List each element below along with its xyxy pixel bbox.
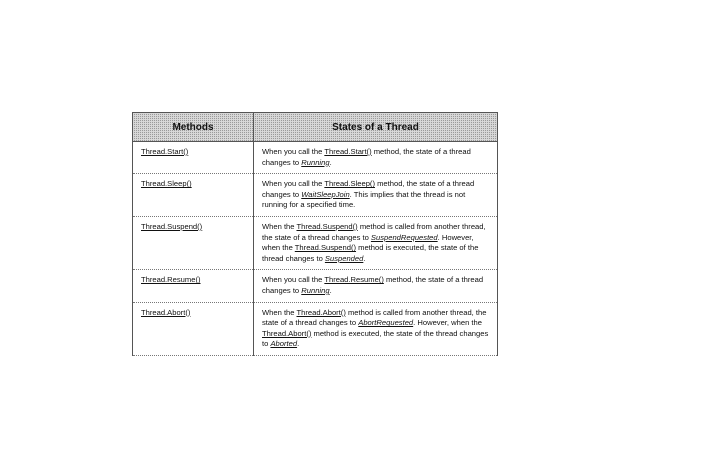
method-cell — [133, 302, 254, 355]
method-cell — [133, 216, 254, 269]
table-row — [133, 270, 498, 302]
method-cell — [133, 270, 254, 302]
description-text: . — [329, 285, 332, 295]
description-text: method is executed, the state of the thread changes to — [262, 243, 479, 263]
table-row — [133, 216, 498, 269]
description-text: . — [363, 253, 366, 263]
description-text: method, the state of a thread changes to — [262, 147, 471, 167]
description-text: . However, when the — [262, 232, 474, 253]
method-reference: Thread.Sleep() — [324, 179, 375, 189]
description-text: method is called from another thread, the state of a thread changes to — [262, 221, 486, 242]
method-reference: Thread.Abort() — [296, 307, 346, 317]
thread-states-table — [132, 112, 498, 356]
methods-column-header: Methods — [133, 113, 254, 142]
method-name: Thread.Sleep() — [141, 179, 192, 189]
method-reference: Thread.Start() — [324, 147, 372, 156]
table-row — [133, 174, 498, 217]
thread-state-term: AbortRequested — [358, 318, 414, 328]
description-text: . However, when the — [413, 318, 482, 328]
description-text: . — [297, 339, 300, 349]
method-reference: Thread.Suspend() — [296, 221, 358, 231]
method-name: Thread.Abort() — [141, 307, 191, 317]
state-description-cell — [254, 302, 498, 355]
method-reference: Thread.Abort() — [262, 328, 312, 338]
state-description-cell — [254, 174, 498, 217]
thread-states-table-container — [132, 112, 497, 356]
method-reference: Thread.Suspend() — [294, 243, 357, 253]
description-text: When the — [262, 221, 297, 231]
method-name: Thread.Resume() — [141, 275, 201, 285]
description-text: When you call the — [262, 275, 325, 285]
method-cell — [133, 174, 254, 217]
state-description-cell — [254, 216, 498, 269]
description-text: method is executed, the state of the thread changes to — [262, 328, 489, 349]
description-text: When you call the — [262, 179, 325, 189]
thread-state-term: Aborted — [270, 339, 298, 349]
thread-state-term: Running — [301, 157, 330, 167]
thread-state-term: WaitSleepJoin — [301, 189, 350, 199]
state-description-cell — [254, 270, 498, 302]
table-row — [133, 302, 498, 355]
states-column-header: States of a Thread — [254, 113, 498, 142]
thread-state-term: SuspendRequested — [370, 232, 438, 242]
description-text: When you call the — [262, 147, 325, 156]
method-name: Thread.Start() — [141, 147, 189, 156]
table-body — [133, 142, 498, 356]
method-name: Thread.Suspend() — [141, 221, 203, 231]
method-cell — [133, 142, 254, 174]
description-text: . — [329, 157, 332, 167]
table-header-row — [133, 113, 498, 142]
thread-state-term: Running — [301, 285, 330, 295]
thread-state-term: Suspended — [324, 253, 364, 263]
description-text: method, the state of a thread changes to — [262, 179, 475, 199]
description-text: . This implies that the thread is not running for a specified time. — [262, 189, 466, 210]
description-text: When the — [262, 307, 297, 317]
description-text: method, the state of a thread changes to — [262, 275, 484, 295]
description-text: method is called from another thread, the state of a thread changes to — [262, 307, 487, 328]
method-reference: Thread.Resume() — [324, 275, 384, 285]
table-row — [133, 142, 498, 174]
state-description-cell — [254, 142, 498, 174]
